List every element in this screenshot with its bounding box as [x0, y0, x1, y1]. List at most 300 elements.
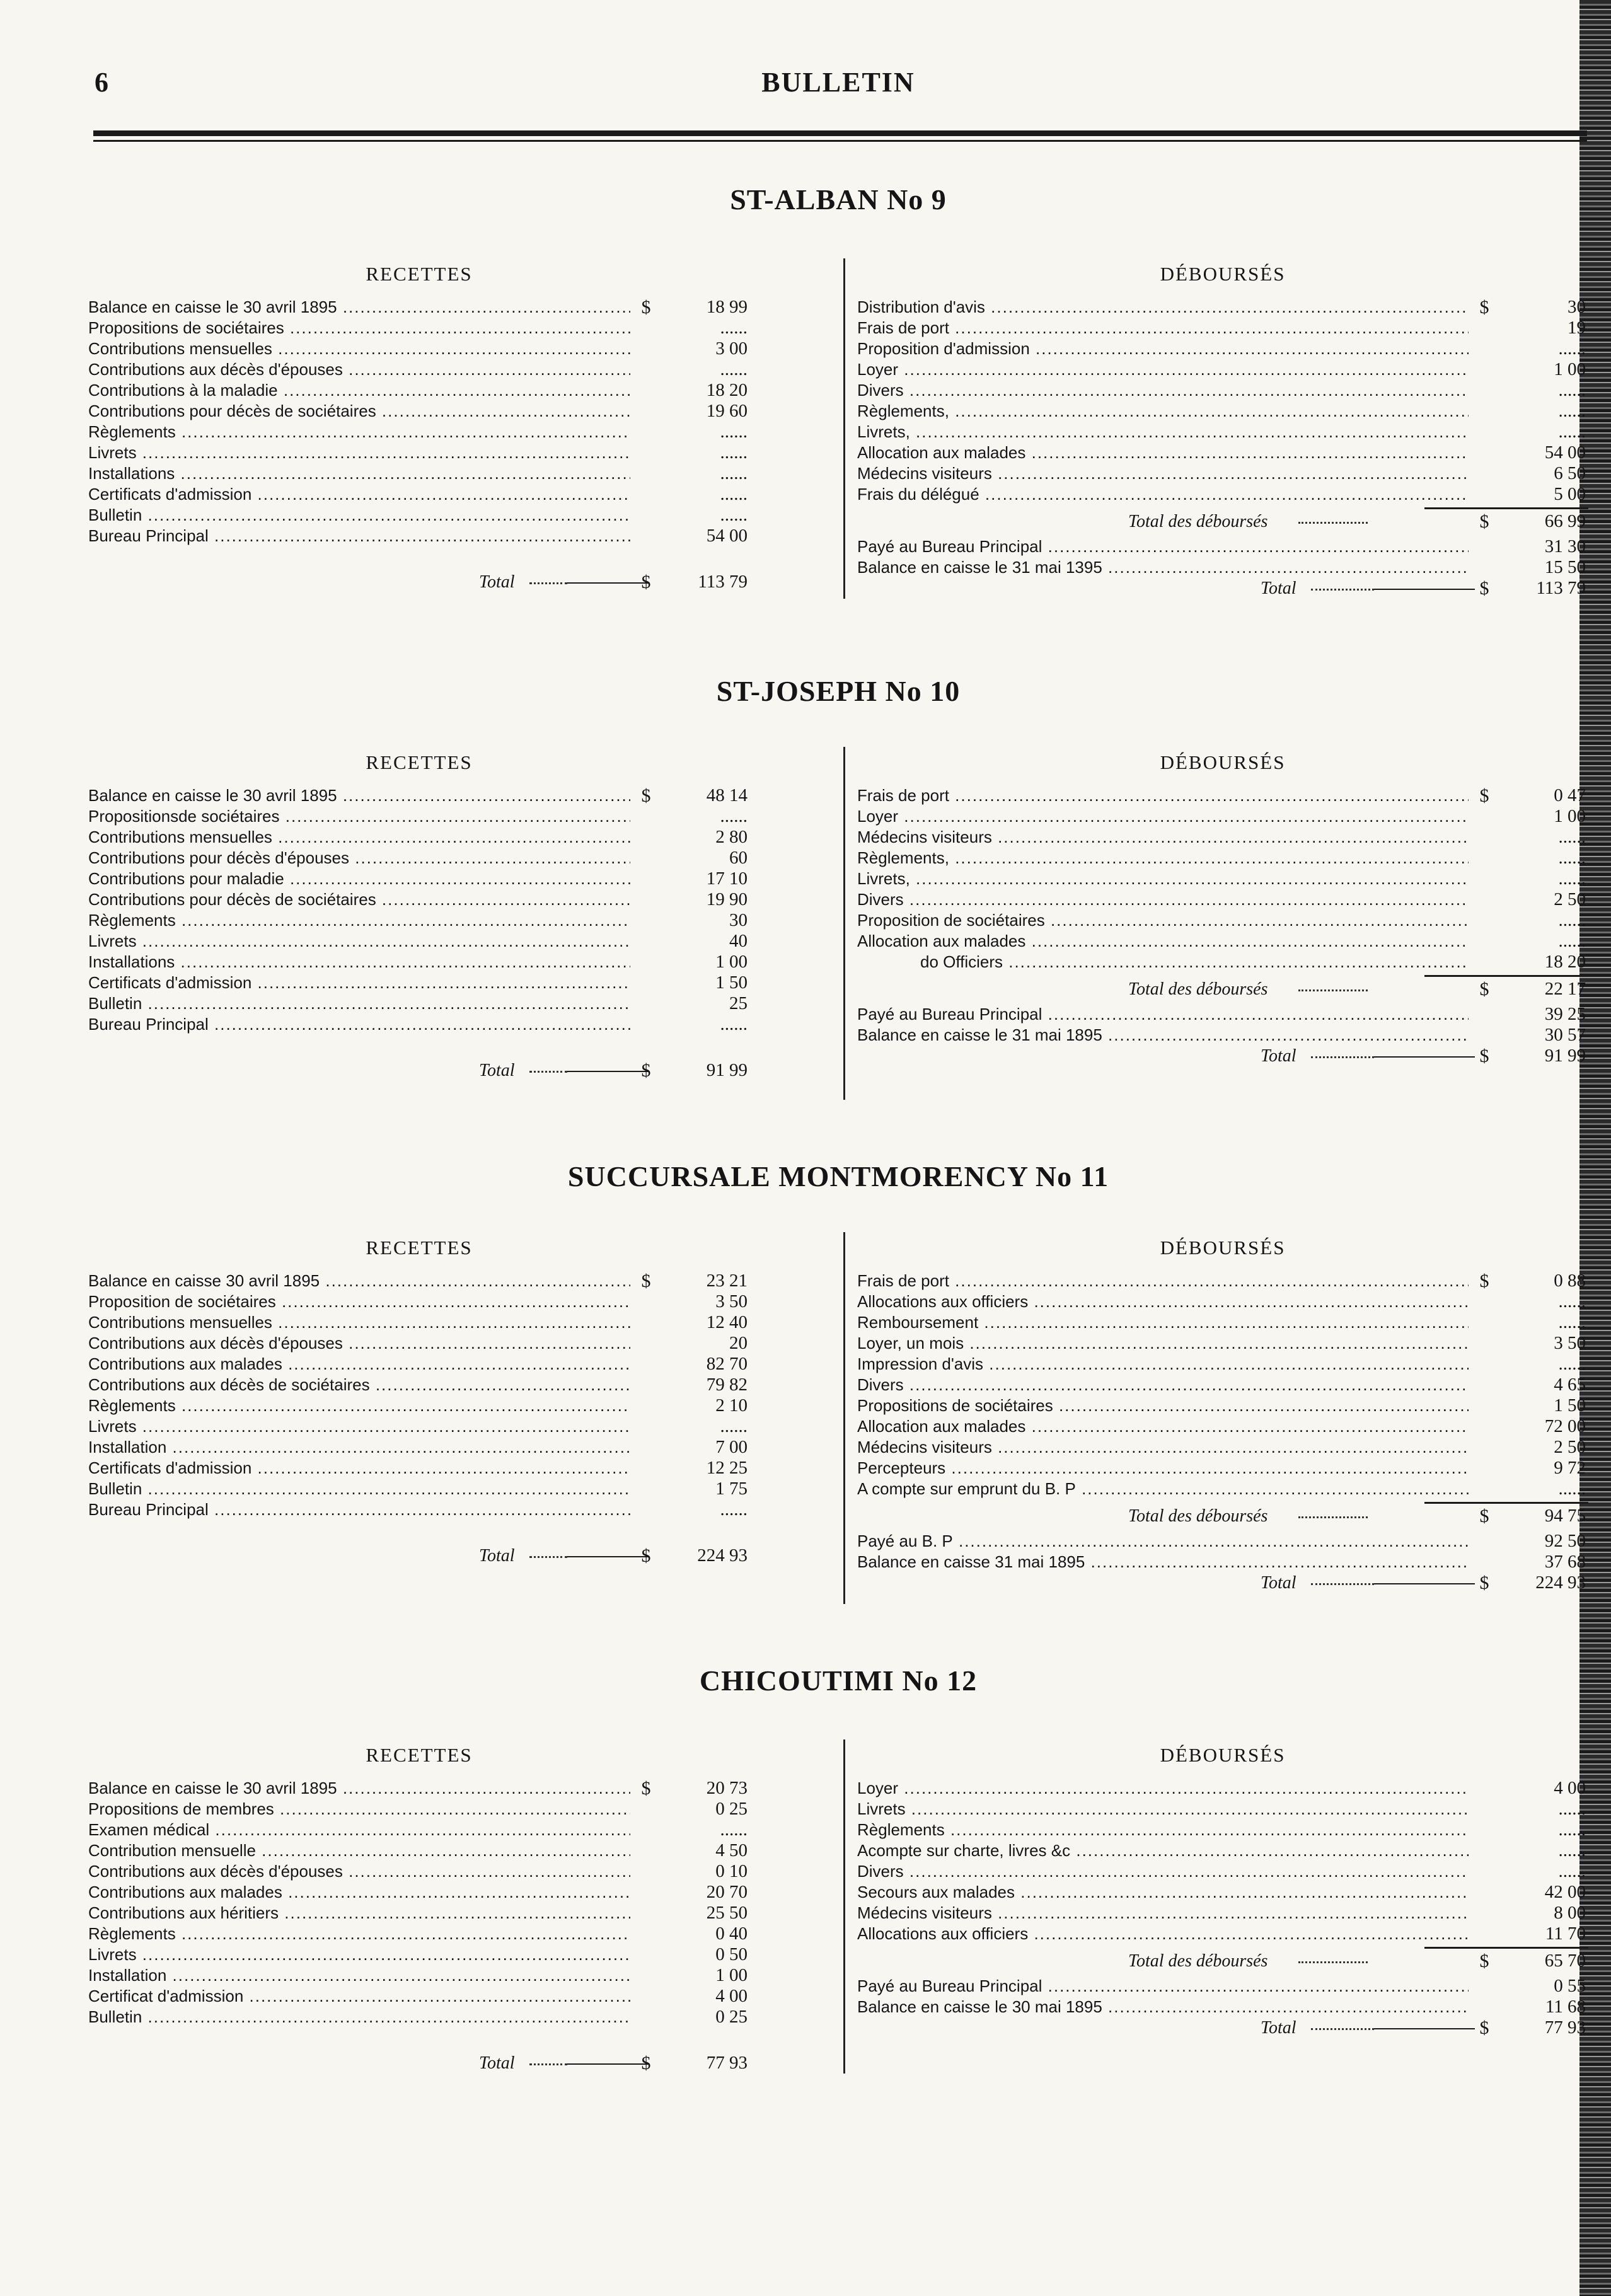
ledger-row — [857, 1025, 1588, 1046]
row-label: Contributions pour décès d'épouses ..... — [88, 848, 630, 868]
ledger-row — [857, 1395, 1588, 1416]
row-amount: 30 — [729, 910, 748, 930]
ledger-row — [88, 1333, 750, 1354]
ledger-row — [88, 1861, 750, 1882]
row-amount: 79 82 — [706, 1375, 748, 1395]
ledger-row — [88, 1271, 750, 1291]
ledger-row — [857, 1924, 1588, 1944]
section-title: ST-JOSEPH No 10 — [716, 675, 961, 707]
debourses-total-row — [857, 1572, 1588, 1598]
ledger-row — [857, 848, 1588, 868]
currency-sign: $ — [1479, 578, 1489, 599]
row-label: Balance en caisse le 31 mai 1395 ..... — [857, 557, 1469, 578]
ledger-row — [857, 463, 1588, 484]
row-label: Balance en caisse le 30 avril 1895 ..... — [88, 297, 630, 318]
ledger-row — [857, 1271, 1588, 1291]
currency-sign: $ — [1479, 1572, 1489, 1593]
row-label: Contributions à la maladie ..... — [88, 380, 630, 401]
total-rule — [1374, 1583, 1475, 1584]
currency-sign: $ — [641, 785, 651, 806]
account-section — [88, 183, 1588, 637]
row-label: Médecins visiteurs ..... — [857, 1437, 1469, 1458]
row-label: Loyer, un mois ..... — [857, 1333, 1469, 1354]
row-label: Médecins visiteurs ..... — [857, 463, 1469, 484]
row-amount: 4 00 — [1554, 1778, 1586, 1798]
row-amount: 3 50 — [715, 1291, 748, 1312]
row-amount: ...... — [1558, 422, 1586, 442]
row-label: Frais du délégué ..... — [857, 484, 1469, 505]
column-divider — [843, 258, 845, 599]
ledger-row — [88, 422, 750, 442]
currency-sign: $ — [1479, 1271, 1489, 1291]
row-amount: ...... — [720, 1820, 748, 1840]
row-amount: 20 — [729, 1333, 748, 1353]
row-amount: 0 40 — [715, 1924, 748, 1944]
total-label: Total — [479, 2053, 515, 2073]
currency-sign: $ — [1479, 979, 1489, 1000]
row-amount: ...... — [720, 1014, 748, 1034]
row-amount: 2 10 — [715, 1395, 748, 1416]
ledger-row — [88, 1965, 750, 1986]
ledger-row — [88, 505, 750, 526]
row-amount: ...... — [1558, 931, 1586, 951]
row-label: Allocations aux officiers ..... — [857, 1291, 1469, 1312]
row-amount: 7 00 — [715, 1437, 748, 1457]
row-amount: 12 25 — [706, 1458, 748, 1478]
row-label: Bulletin ..... — [88, 1479, 630, 1499]
row-amount: 54 00 — [1544, 442, 1586, 463]
row-amount: ...... — [1558, 1861, 1586, 1881]
ledger-row — [857, 1997, 1588, 2017]
currency-sign: $ — [1479, 511, 1489, 532]
ledger-row — [88, 931, 750, 952]
row-amount: ...... — [720, 1416, 748, 1436]
row-label: Balance en caisse le 31 mai 1895 ..... — [857, 1025, 1469, 1046]
total-leader — [529, 1556, 567, 1558]
ledger-row — [88, 952, 750, 972]
total-rule — [1374, 1056, 1475, 1058]
row-amount: 15 50 — [1544, 557, 1586, 577]
total-label: Total des déboursés — [1128, 1951, 1268, 1971]
row-amount: 0 50 — [715, 1944, 748, 1964]
row-amount: 18 20 — [1544, 952, 1586, 972]
row-amount: 39 25 — [1544, 1004, 1586, 1024]
ledger-row — [88, 1354, 750, 1375]
row-label: Divers ..... — [857, 889, 1469, 910]
row-label: Percepteurs ..... — [857, 1458, 1469, 1479]
row-label: Installation ..... — [88, 1437, 630, 1458]
ledger-row — [857, 1333, 1588, 1354]
row-amount: 20 73 — [706, 1778, 748, 1798]
subtotal-rule-wrap — [857, 505, 1588, 511]
row-amount: ...... — [1558, 868, 1586, 889]
debourses-subtotal-row — [857, 1506, 1588, 1531]
ledger-row — [88, 848, 750, 868]
row-label: Contributions aux malades ..... — [88, 1354, 630, 1375]
total-leader — [1298, 522, 1368, 524]
ledger-row — [88, 1986, 750, 2007]
row-label: Examen médical ..... — [88, 1820, 630, 1840]
ledger-row — [857, 1004, 1588, 1025]
subtotal-rule — [1424, 975, 1588, 977]
row-amount: 54 00 — [706, 526, 748, 546]
recettes-heading: RECETTES — [366, 1744, 473, 1766]
ledger-row — [857, 1799, 1588, 1820]
row-label: Contributions aux décès de sociétaires ..... — [88, 1375, 630, 1395]
subtotal-rule-wrap — [857, 972, 1588, 979]
row-amount: 1 00 — [1554, 359, 1586, 379]
total-rule — [1374, 589, 1475, 590]
row-label: Bulletin ..... — [88, 2007, 630, 2028]
currency-sign: $ — [1479, 1506, 1489, 1526]
column-divider — [843, 1739, 845, 2074]
total-leader — [1298, 1516, 1368, 1518]
ledger-row — [88, 463, 750, 484]
total-amount: 224 93 — [1535, 1572, 1586, 1593]
row-amount: ...... — [1558, 827, 1586, 847]
spacer — [88, 546, 750, 572]
recettes-column — [88, 1743, 750, 2078]
row-amount: 72 00 — [1544, 1416, 1586, 1436]
debourses-heading: DÉBOURSÉS — [1160, 1744, 1286, 1766]
row-amount: ...... — [720, 806, 748, 826]
row-label: Livrets ..... — [857, 1799, 1469, 1820]
ledger-row — [88, 1499, 750, 1520]
row-label: Livrets, ..... — [857, 868, 1469, 889]
row-amount: 25 — [729, 993, 748, 1013]
total-label: Total — [1261, 1573, 1296, 1593]
ledger-row — [857, 1861, 1588, 1882]
ledger-row — [857, 1903, 1588, 1924]
ledger-row — [88, 1820, 750, 1840]
row-label: Bulletin ..... — [88, 993, 630, 1014]
row-amount: ...... — [1558, 1354, 1586, 1374]
row-amount: 3 00 — [715, 338, 748, 359]
row-amount: 9 72 — [1554, 1458, 1586, 1478]
ledger-row — [857, 910, 1588, 931]
row-amount: 92 50 — [1544, 1531, 1586, 1551]
ledger-row — [88, 1014, 750, 1035]
row-label: Livrets ..... — [88, 1416, 630, 1437]
ledger-row — [857, 401, 1588, 422]
row-amount: ...... — [1558, 380, 1586, 400]
subtotal-rule-wrap — [857, 1944, 1588, 1951]
row-amount: 18 99 — [706, 297, 748, 317]
currency-sign: $ — [1479, 2017, 1489, 2038]
currency-sign: $ — [1479, 297, 1489, 318]
ledger-row — [88, 1479, 750, 1499]
ledger-row — [857, 868, 1588, 889]
row-label: Propositionsde sociétaires ..... — [88, 806, 630, 827]
row-label: Proposition d'admission ..... — [857, 338, 1469, 359]
total-leader — [1298, 1961, 1368, 1963]
recettes-total-row — [88, 1060, 750, 1085]
recettes-column — [88, 1235, 750, 1571]
ledger-row — [88, 484, 750, 505]
column-divider — [843, 747, 845, 1100]
column-divider — [843, 1232, 845, 1604]
row-amount: 4 50 — [715, 1840, 748, 1860]
row-amount: 4 00 — [715, 1986, 748, 2006]
total-leader — [529, 2063, 567, 2065]
row-label: Contributions pour décès de sociétaires ..... — [88, 401, 630, 422]
row-label: Divers ..... — [857, 380, 1469, 401]
row-amount: 6 50 — [1554, 463, 1586, 483]
currency-sign: $ — [641, 1545, 651, 1566]
recettes-heading: RECETTES — [366, 263, 473, 285]
total-leader — [1311, 2028, 1374, 2030]
ledger-row — [88, 1395, 750, 1416]
row-amount: 3 50 — [1554, 1333, 1586, 1353]
row-amount: 19 60 — [706, 401, 748, 421]
row-amount: ...... — [1558, 848, 1586, 868]
total-leader — [1311, 1583, 1374, 1585]
subtotal-rule — [1424, 1502, 1588, 1504]
row-label: Bulletin ..... — [88, 505, 630, 526]
row-label: A compte sur emprunt du B. P ..... — [857, 1479, 1469, 1499]
debourses-subtotal-row — [857, 979, 1588, 1004]
total-label: Total des déboursés — [1128, 1506, 1268, 1526]
row-amount: 19 90 — [706, 889, 748, 909]
row-amount: ...... — [1558, 1291, 1586, 1312]
row-label: Contributions pour maladie ..... — [88, 868, 630, 889]
ledger-row — [857, 827, 1588, 848]
ledger-row — [857, 1291, 1588, 1312]
ledger-row — [857, 442, 1588, 463]
total-amount: 113 79 — [1536, 578, 1586, 598]
row-amount: 5 00 — [1554, 484, 1586, 504]
row-amount: ...... — [1558, 1312, 1586, 1332]
row-label: Loyer ..... — [857, 1778, 1469, 1799]
ledger-row — [88, 1778, 750, 1799]
total-label: Total — [1261, 579, 1296, 598]
row-amount: 42 00 — [1544, 1882, 1586, 1902]
ledger-row — [857, 1312, 1588, 1333]
debourses-total-row — [857, 1046, 1588, 1071]
row-label: Règlements, ..... — [857, 401, 1469, 422]
row-label: Balance en caisse 31 mai 1895 ..... — [857, 1552, 1469, 1572]
row-label: Frais de port ..... — [857, 1271, 1469, 1291]
ledger-row — [88, 1903, 750, 1924]
total-amount: 65 70 — [1544, 1951, 1586, 1971]
row-label: Installation ..... — [88, 1965, 630, 1986]
total-leader — [1311, 589, 1374, 591]
row-label: Impression d'avis ..... — [857, 1354, 1469, 1375]
row-amount: 82 70 — [706, 1354, 748, 1374]
total-amount: 77 93 — [1544, 2017, 1586, 2038]
ledger-row — [88, 297, 750, 318]
row-label: Propositions de sociétaires ..... — [88, 318, 630, 338]
ledger-row — [88, 1799, 750, 1820]
row-amount: 30 — [1568, 297, 1586, 317]
row-label: Livrets ..... — [88, 931, 630, 952]
row-amount: 2 50 — [1554, 1437, 1586, 1457]
row-amount: 11 68 — [1545, 1997, 1586, 2017]
total-rule — [1374, 2028, 1475, 2029]
row-label: Frais de port ..... — [857, 785, 1469, 806]
spacer — [88, 2028, 750, 2053]
debourses-heading: DÉBOURSÉS — [1160, 1237, 1286, 1259]
recettes-total-row — [88, 1545, 750, 1571]
row-amount: ...... — [1558, 1799, 1586, 1819]
row-amount: 2 50 — [1554, 889, 1586, 909]
row-amount: 18 20 — [706, 380, 748, 400]
ledger-row — [857, 359, 1588, 380]
total-amount: 66 99 — [1544, 511, 1586, 531]
ledger-row — [88, 785, 750, 806]
ledger-row — [857, 536, 1588, 557]
subtotal-rule-wrap — [857, 1499, 1588, 1506]
currency-sign: $ — [641, 2053, 651, 2074]
row-label: Divers ..... — [857, 1375, 1469, 1395]
total-label: Total — [1261, 2018, 1296, 2038]
row-label: Contributions pour décès de sociétaires ..... — [88, 889, 630, 910]
row-amount: ...... — [1558, 338, 1586, 359]
row-amount: ...... — [720, 318, 748, 338]
row-amount: 0 25 — [715, 1799, 748, 1819]
debourses-heading: DÉBOURSÉS — [1160, 263, 1286, 285]
row-label: Remboursement ..... — [857, 1312, 1469, 1333]
row-label: Secours aux malades ..... — [857, 1882, 1469, 1903]
row-amount: 4 65 — [1554, 1375, 1586, 1395]
running-title: BULLETIN — [761, 67, 915, 98]
row-label: Médecins visiteurs ..... — [857, 827, 1469, 848]
row-amount: ...... — [720, 1499, 748, 1520]
ledger-row — [88, 1458, 750, 1479]
ledger-row — [88, 380, 750, 401]
ledger-row — [88, 827, 750, 848]
row-amount: 1 00 — [1554, 806, 1586, 826]
ledger-row — [88, 2007, 750, 2028]
row-label: Contributions aux décès d'épouses ..... — [88, 359, 630, 380]
row-label: Allocation aux malades ..... — [857, 931, 1469, 952]
row-label: Loyer ..... — [857, 806, 1469, 827]
ledger-row — [857, 422, 1588, 442]
account-section — [88, 1664, 1588, 2118]
currency-sign: $ — [1479, 785, 1489, 806]
row-label: Bureau Principal ..... — [88, 526, 630, 546]
ledger-row — [88, 993, 750, 1014]
ledger-row — [857, 1531, 1588, 1552]
row-label: Balance en caisse 30 avril 1895 ..... — [88, 1271, 630, 1291]
total-amount: 77 93 — [706, 2053, 748, 2073]
ledger-row — [857, 806, 1588, 827]
currency-sign: $ — [641, 1271, 651, 1291]
row-label: Contributions aux malades ..... — [88, 1882, 630, 1903]
row-label: Acompte sur charte, livres &c ..... — [857, 1840, 1469, 1861]
currency-sign: $ — [1479, 1046, 1489, 1066]
total-amount: 91 99 — [1544, 1046, 1586, 1066]
row-amount: 2 80 — [715, 827, 748, 847]
ledger-row — [857, 1375, 1588, 1395]
row-amount: 12 40 — [706, 1312, 748, 1332]
recettes-total-row — [88, 572, 750, 597]
recettes-column — [88, 262, 750, 597]
account-section — [88, 674, 1588, 1128]
row-label: Bureau Principal ..... — [88, 1499, 630, 1520]
row-amount: 1 00 — [715, 1965, 748, 1985]
total-leader — [529, 1071, 567, 1073]
ledger-row — [857, 1479, 1588, 1499]
row-label: Livrets, ..... — [857, 422, 1469, 442]
debourses-total-row — [857, 578, 1588, 603]
row-label: Règlements ..... — [88, 1924, 630, 1944]
row-label: Contributions mensuelles ..... — [88, 338, 630, 359]
ledger-row — [857, 1882, 1588, 1903]
section-title: CHICOUTIMI No 12 — [699, 1664, 978, 1697]
row-label: Certificats d'admission ..... — [88, 1458, 630, 1479]
total-amount: 94 75 — [1544, 1506, 1586, 1526]
row-label: Payé au B. P ..... — [857, 1531, 1469, 1552]
row-label: Règlements ..... — [88, 910, 630, 931]
row-amount: 25 50 — [706, 1903, 748, 1923]
spacer — [88, 1520, 750, 1545]
total-leader — [1298, 989, 1368, 991]
row-amount: ...... — [1558, 1479, 1586, 1499]
row-label: Propositions de membres ..... — [88, 1799, 630, 1820]
row-amount: 0 10 — [715, 1861, 748, 1881]
ledger-row — [88, 972, 750, 993]
row-amount: ...... — [720, 484, 748, 504]
total-amount: 22 17 — [1544, 979, 1586, 999]
row-amount: 0 88 — [1554, 1271, 1586, 1291]
ledger-row — [857, 338, 1588, 359]
ledger-row — [88, 526, 750, 546]
recettes-total-row — [88, 2053, 750, 2078]
row-label: Balance en caisse le 30 mai 1895 ..... — [857, 1997, 1469, 2017]
row-amount: ...... — [1558, 1840, 1586, 1860]
row-amount: ...... — [1558, 401, 1586, 421]
ledger-row — [857, 1778, 1588, 1799]
ledger-row — [88, 442, 750, 463]
ledger-row — [88, 1882, 750, 1903]
ledger-row — [857, 1437, 1588, 1458]
row-label: Frais de port ..... — [857, 318, 1469, 338]
row-label: Certificats d'admission ..... — [88, 972, 630, 993]
ledger-row — [88, 889, 750, 910]
row-label: Allocations aux officiers ..... — [857, 1924, 1469, 1944]
row-amount: 8 00 — [1554, 1903, 1586, 1923]
ledger-row — [88, 318, 750, 338]
row-amount: 30 57 — [1544, 1025, 1586, 1045]
ledger-row — [857, 1458, 1588, 1479]
row-label: Proposition de sociétaires ..... — [857, 910, 1469, 931]
row-label: Balance en caisse le 30 avril 1895 ..... — [88, 785, 630, 806]
debourses-column — [857, 1743, 1588, 2043]
ledger-row — [857, 380, 1588, 401]
row-label: Distribution d'avis ..... — [857, 297, 1469, 318]
debourses-column — [857, 262, 1588, 603]
row-amount: 20 70 — [706, 1882, 748, 1902]
ledger-row — [857, 557, 1588, 578]
recettes-heading: RECETTES — [366, 751, 473, 773]
ledger-row — [857, 1552, 1588, 1572]
row-label: Contributions aux décès d'épouses ..... — [88, 1861, 630, 1882]
currency-sign: $ — [1479, 1951, 1489, 1971]
row-label: Contribution mensuelle ..... — [88, 1840, 630, 1861]
row-amount: 37 68 — [1544, 1552, 1586, 1572]
row-amount: 17 10 — [706, 868, 748, 889]
row-label: Allocation aux malades ..... — [857, 1416, 1469, 1437]
row-label: Installations ..... — [88, 463, 630, 484]
spacer — [88, 1035, 750, 1060]
row-label: Règlements ..... — [88, 422, 630, 442]
currency-sign: $ — [641, 1778, 651, 1799]
ledger-row — [857, 785, 1588, 806]
row-label: Loyer ..... — [857, 359, 1469, 380]
row-label: Payé au Bureau Principal ..... — [857, 1976, 1469, 1997]
ledger-row — [857, 1840, 1588, 1861]
